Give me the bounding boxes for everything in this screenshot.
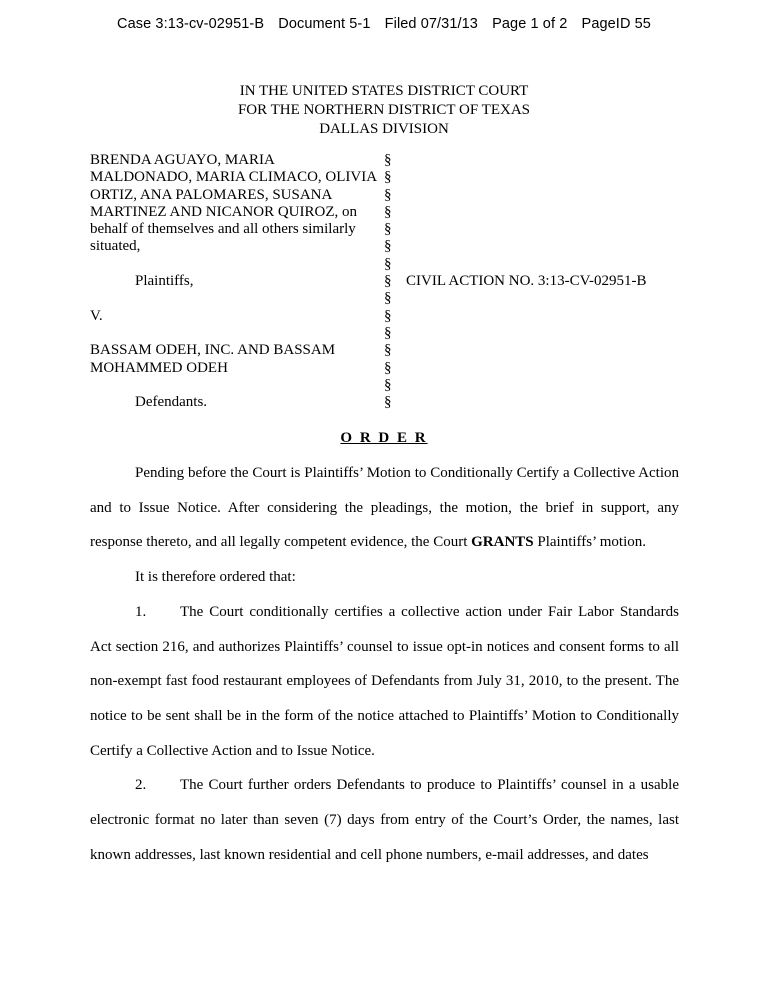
item-number: 2. <box>135 777 147 794</box>
caption-line <box>90 204 690 221</box>
section-symbol: § <box>384 152 392 168</box>
caption-text: behalf of themselves and all others similarly <box>90 221 356 238</box>
caption-line <box>90 221 690 238</box>
caption-text: situated, <box>90 238 141 255</box>
caption-line <box>90 238 690 255</box>
section-symbol: § <box>384 273 392 290</box>
filing-header <box>0 16 768 32</box>
caption-text: BRENDA AGUAYO, MARIA <box>90 152 275 168</box>
section-symbol: § <box>384 238 392 255</box>
versus-label: V. <box>90 307 103 324</box>
paragraph-text: The Court conditionally certifies a collective action under Fair Labor Standards Act section 216, and authorizes Plaintiffs’ counsel to issue opt-in notices and consent forms to all non-exempt fast food restaurant employees of Defendants from July 31, 2010, to the present. The notice to be sent shall be in the form of the notice attached to Plaintiffs’ Motion to Conditionally Certify a Collective Action and to Issue Notice. <box>90 603 679 759</box>
caption-line <box>90 152 690 169</box>
paragraph-text: Pending before the Court is Plaintiffs’ Motion to Conditionally Certify a Collective Action and to Issue Notice. After considering the pleadings, the motion, the brief in support, any response thereto, and all legally competent evidence, the Court <box>90 465 679 551</box>
case-caption <box>90 152 690 411</box>
court-line-1: IN THE UNITED STATES DISTRICT COURT <box>239 83 529 99</box>
section-symbol: § <box>384 342 392 359</box>
plaintiffs-label: Plaintiffs, <box>135 273 194 290</box>
caption-line <box>90 169 690 186</box>
page-id: PageID 55 <box>581 16 651 32</box>
section-symbol: § <box>384 169 392 186</box>
court-line-3: DALLAS DIVISION <box>319 121 449 137</box>
paragraph-item-1 <box>90 595 679 769</box>
section-symbol: § <box>384 221 392 238</box>
civil-action-number: CIVIL ACTION NO. 3:13-CV-02951-B <box>406 273 647 290</box>
caption-line <box>90 256 690 273</box>
section-symbol: § <box>384 290 392 307</box>
caption-line <box>90 394 690 411</box>
caption-line <box>90 187 690 204</box>
page-count: Page 1 of 2 <box>492 16 568 32</box>
section-symbol: § <box>384 203 392 220</box>
document-number: Document 5-1 <box>278 16 371 32</box>
caption-line <box>90 290 690 307</box>
court-line-2: FOR THE NORTHERN DISTRICT OF TEXAS <box>237 102 531 118</box>
item-number: 1. <box>135 603 147 620</box>
section-symbol: § <box>384 376 392 393</box>
section-symbol: § <box>384 307 392 324</box>
paragraph-ordered: It is therefore ordered that: <box>135 569 296 586</box>
caption-text: ORTIZ, ANA PALOMARES, SUSANA <box>90 186 333 203</box>
caption-line <box>90 342 690 359</box>
caption-line <box>90 377 690 394</box>
section-symbol: § <box>384 394 392 411</box>
defendants-label: Defendants. <box>135 394 208 411</box>
section-symbol: § <box>384 324 392 341</box>
section-symbol: § <box>384 359 392 376</box>
filed-date: Filed 07/31/13 <box>384 16 478 32</box>
court-heading <box>0 82 768 139</box>
caption-line <box>90 360 690 377</box>
caption-line <box>90 273 690 290</box>
caption-line <box>90 325 690 342</box>
caption-text: MALDONADO, MARIA CLIMACO, OLIVIA <box>90 169 378 186</box>
caption-line <box>90 308 690 325</box>
grants-keyword: GRANTS <box>471 534 534 551</box>
caption-text: BASSAM ODEH, INC. AND BASSAM <box>90 342 336 359</box>
caption-text: MOHAMMED ODEH <box>90 359 228 376</box>
section-symbol: § <box>384 186 392 203</box>
case-number: Case 3:13-cv-02951-B <box>117 16 265 32</box>
paragraph-text: Plaintiffs’ motion. <box>533 534 647 551</box>
paragraph-text: The Court further orders Defendants to produce to Plaintiffs’ counsel in a usable electronic format no later than seven (7) days from entry of the Court’s Order, the names, last known addresses, last known residential and cell phone numbers, e-mail addresses, and dates <box>90 777 679 863</box>
caption-text: MARTINEZ AND NICANOR QUIROZ, on <box>90 203 358 220</box>
section-symbol: § <box>384 255 392 272</box>
order-title: O R D E R <box>340 430 428 446</box>
paragraph-motion <box>90 456 679 560</box>
paragraph-item-2 <box>90 768 679 872</box>
order-body <box>90 456 679 872</box>
